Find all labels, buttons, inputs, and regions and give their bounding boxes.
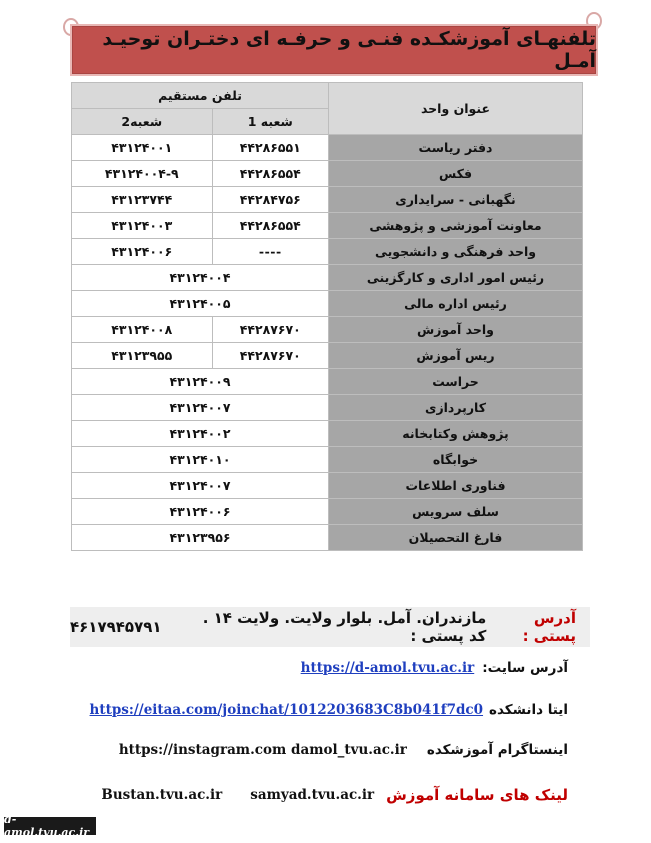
phone-merged-cell: ۴۳۱۲۴۰۱۰ <box>72 447 329 473</box>
table-row <box>72 421 583 447</box>
table-row <box>72 499 583 525</box>
banner-body <box>70 24 598 76</box>
phone-branch2-cell: ۴۳۱۲۴۰۰۸ <box>72 317 213 343</box>
phone-merged-cell: ۴۳۱۲۴۰۰۲ <box>72 421 329 447</box>
phone-branch2-cell: ۴۳۱۲۳۷۴۴ <box>72 187 213 213</box>
address-text: مازندران. آمل. بلوار ولایت. ولایت ۱۴ . کد پستی : <box>202 609 487 645</box>
header-unit: عنوان واحد <box>329 83 583 135</box>
site-label: آدرس سایت: <box>482 660 568 676</box>
phone-table <box>71 82 583 551</box>
instagram-row <box>70 738 590 762</box>
phone-merged-cell: ۴۳۱۲۳۹۵۶ <box>72 525 329 551</box>
phone-branch2-cell: ۴۳۱۲۴۰۰۶ <box>72 239 213 265</box>
page-title: تلفنهـای آموزشکـده فنـی و حرفـه ای دختـران توحیـد آمـل <box>102 28 596 72</box>
phone-branch1-cell: ۴۴۲۸۷۶۷۰ <box>212 343 328 369</box>
phone-branch1-cell: ۴۴۲۸۶۵۵۱ <box>212 135 328 161</box>
table-row <box>72 291 583 317</box>
table-row <box>72 135 583 161</box>
eitaa-link[interactable]: https://eitaa.com/joinchat/1012203683C8b041f7dc0 <box>89 702 484 718</box>
header-direct-phone: تلفن مستقیم <box>72 83 329 109</box>
systems-label: لینک های سامانه آموزش <box>386 786 568 804</box>
title-banner <box>60 12 605 74</box>
unit-name-cell: فارغ التحصیلان <box>329 525 583 551</box>
site-link[interactable]: https://d-amol.tvu.ac.ir <box>300 660 475 676</box>
phone-branch1-cell: ۴۴۲۸۶۵۵۴ <box>212 161 328 187</box>
table-row <box>72 317 583 343</box>
instagram-label: اینستاگرام آموزشکده <box>426 742 568 758</box>
header-branch-2: شعبه2 <box>72 109 213 135</box>
phone-merged-cell: ۴۳۱۲۴۰۰۷ <box>72 473 329 499</box>
header-branch-1: شعبه 1 <box>212 109 328 135</box>
phone-merged-cell: ۴۳۱۲۴۰۰۵ <box>72 291 329 317</box>
table-row <box>72 447 583 473</box>
phone-branch1-cell: ---- <box>212 239 328 265</box>
phone-branch1-cell: ۴۴۲۸۴۷۵۶ <box>212 187 328 213</box>
eitaa-label: ایتا دانشکده <box>489 702 568 718</box>
phone-branch2-cell: ۴۳۱۲۴۰۰۱ <box>72 135 213 161</box>
unit-name-cell: رئیس اداره مالی <box>329 291 583 317</box>
phone-merged-cell: ۴۳۱۲۴۰۰۶ <box>72 499 329 525</box>
site-row <box>70 656 590 680</box>
table-row <box>72 369 583 395</box>
postal-code: ۴۶۱۷۹۴۵۷۹۱ <box>70 618 162 636</box>
phone-branch1-cell: ۴۴۲۸۶۵۵۴ <box>212 213 328 239</box>
unit-name-cell: فناوری اطلاعات <box>329 473 583 499</box>
address-label: آدرس پستی : <box>522 609 576 645</box>
unit-name-cell: پژوهش وکتابخانه <box>329 421 583 447</box>
unit-name-cell: واحد فرهنگی و دانشجویی <box>329 239 583 265</box>
phone-branch2-cell: ۴۳۱۲۴۰۰۳ <box>72 213 213 239</box>
unit-name-cell: فکس <box>329 161 583 187</box>
table-row <box>72 239 583 265</box>
unit-name-cell: خوابگاه <box>329 447 583 473</box>
instagram-link[interactable]: https://instagram.com damol_tvu.ac.ir <box>118 742 407 758</box>
eitaa-row <box>70 698 590 722</box>
systems-row <box>70 782 590 808</box>
table-row <box>72 213 583 239</box>
unit-name-cell: کارپردازی <box>329 395 583 421</box>
unit-name-cell: دفتر ریاست <box>329 135 583 161</box>
table-row <box>72 473 583 499</box>
postal-address-row <box>70 607 590 647</box>
phone-branch2-cell: ۴۳۱۲۴۰۰۴-۹ <box>72 161 213 187</box>
table-row <box>72 395 583 421</box>
phone-merged-cell: ۴۳۱۲۴۰۰۷ <box>72 395 329 421</box>
unit-name-cell: نگهبانی - سرایداری <box>329 187 583 213</box>
unit-name-cell: رئیس امور اداری و کارگزینی <box>329 265 583 291</box>
unit-name-cell: سلف سرویس <box>329 499 583 525</box>
table-row <box>72 161 583 187</box>
phone-branch2-cell: ۴۳۱۲۳۹۵۵ <box>72 343 213 369</box>
unit-name-cell: ریس آموزش <box>329 343 583 369</box>
unit-name-cell: حراست <box>329 369 583 395</box>
phone-merged-cell: ۴۳۱۲۴۰۰۴ <box>72 265 329 291</box>
unit-name-cell: معاونت آموزشی و پژوهشی <box>329 213 583 239</box>
phone-merged-cell: ۴۳۱۲۴۰۰۹ <box>72 369 329 395</box>
footer-site-badge: d-amol.tvu.ac.ir <box>4 817 96 835</box>
table-row <box>72 187 583 213</box>
phone-branch1-cell: ۴۴۲۸۷۶۷۰ <box>212 317 328 343</box>
bustan-link[interactable]: Bustan.tvu.ac.ir <box>101 787 223 803</box>
unit-name-cell: واحد آموزش <box>329 317 583 343</box>
table-row <box>72 525 583 551</box>
table-row <box>72 265 583 291</box>
samyad-link[interactable]: samyad.tvu.ac.ir <box>250 787 375 803</box>
table-row <box>72 343 583 369</box>
